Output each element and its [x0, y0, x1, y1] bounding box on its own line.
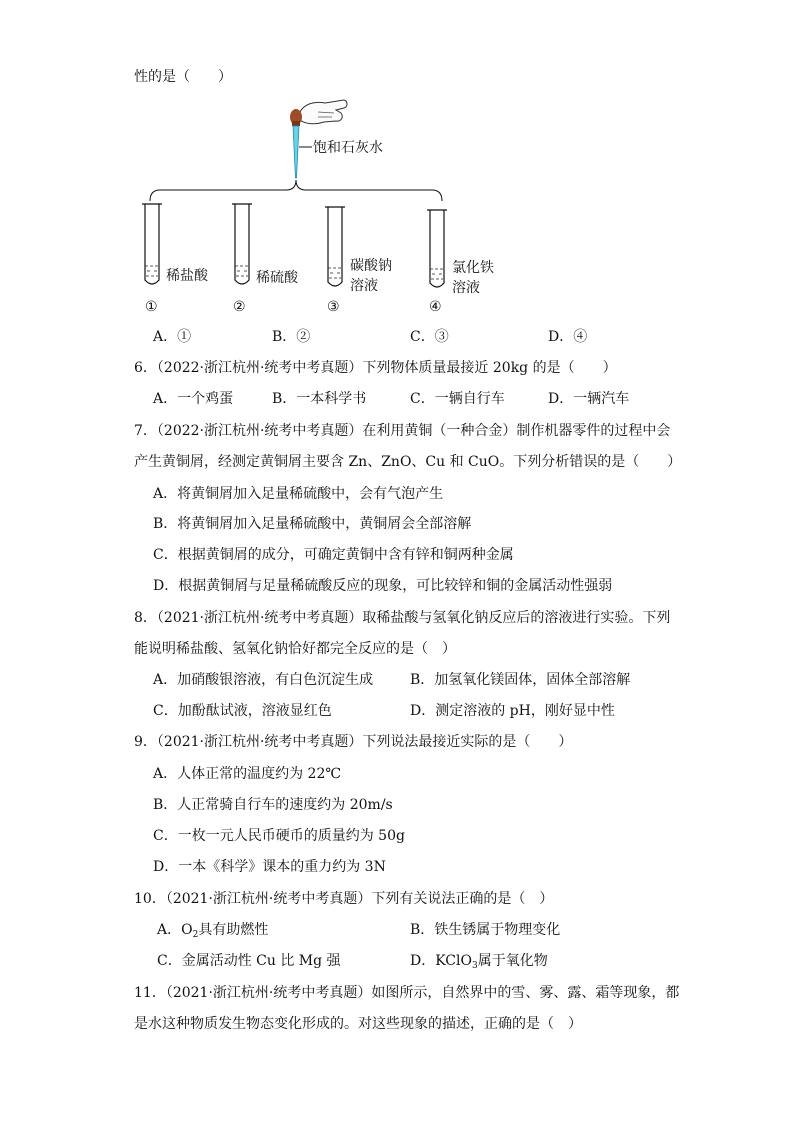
q6-stem: 6．（2022·浙江杭州·统考中考真题）下列物体质量最接近 20kg 的是（ ）: [134, 360, 617, 376]
brace: [150, 180, 442, 201]
test-tube-4: [427, 210, 447, 287]
tube-2-label: 稀硫酸: [256, 270, 298, 286]
q6-option-a: A．一个鸡蛋: [153, 391, 234, 407]
q11-stem-line-2: 是水这种物质发生物态变化形成的。对这些现象的描述，正确的是（ ）: [134, 1016, 582, 1032]
tube-4-label-line-1: 氯化铁: [452, 260, 494, 276]
q9-stem: 9．（2021·浙江杭州·统考中考真题）下列说法最接近实际的是（ ）: [134, 734, 573, 750]
q9-option-a: A．人体正常的温度约为 22℃: [153, 766, 342, 782]
q11-stem-line-1: 11．（2021·浙江杭州·统考中考真题）如图所示，自然界中的雪、雾、露、霜等现象，都: [134, 985, 680, 1001]
tube-2-number: ②: [233, 299, 246, 315]
q10-option-b: B．铁生锈属于物理变化: [410, 922, 561, 938]
q6-option-b: B．一本科学书: [272, 391, 367, 407]
q7-stem-line-2: 产生黄铜屑，经测定黄铜屑主要含 Zn、ZnO、Cu 和 CuO。下列分析错误的是（ ）: [134, 454, 682, 470]
test-tube-1: [142, 204, 162, 284]
tube-4-label-line-2: 溶液: [452, 280, 480, 296]
q7-option-a: A．将黄铜屑加入足量稀硫酸中，会有气泡产生: [153, 486, 444, 502]
hand-icon: [300, 100, 347, 124]
tube-3-label-line-1: 碳酸钠: [350, 258, 392, 274]
q7-stem-line-1: 7．（2022·浙江杭州·统考中考真题）在利用黄铜（一种合金）制作机器零件的过程中会: [134, 423, 671, 439]
test-tube-3: [325, 207, 345, 286]
dropper-label: 饱和石灰水: [313, 140, 383, 156]
q8-option-d: D．测定溶液的 pH，刚好显中性: [410, 703, 615, 719]
tube-1-label: 稀盐酸: [166, 268, 208, 284]
q9-option-c: C．一枚一元人民币硬币的质量约为 50g: [153, 828, 405, 844]
tube-4-number: ④: [429, 299, 442, 315]
q5-option-a: A．①: [153, 329, 192, 345]
q7-option-b: B．将黄铜屑加入足量稀硫酸中，黄铜屑会全部溶解: [153, 516, 472, 532]
tube-3-number: ③: [327, 299, 340, 315]
q9-option-b: B．人正常骑自行车的速度约为 20m/s: [153, 797, 393, 813]
q7-option-d: D．根据黄铜屑与足量稀硫酸反应的现象，可比较锌和铜的金属活动性强弱: [153, 578, 613, 594]
q6-option-c: C．一辆自行车: [410, 391, 505, 407]
dropper-icon: [290, 109, 302, 178]
q5-option-b: B．②: [272, 329, 311, 345]
q8-option-c: C．加酚酞试液，溶液显红色: [153, 703, 332, 719]
q10-stem: 10．（2021·浙江杭州·统考中考真题）下列有关说法正确的是（ ）: [134, 891, 554, 907]
q10-option-d: D．KClO$_3$属于氧化物: [410, 953, 548, 971]
tube-3-label-line-2: 溶液: [350, 278, 378, 294]
q5-option-d: D．④: [548, 329, 588, 345]
q10-option-a: A．$O_2$具有助燃性: [157, 922, 269, 940]
q7-option-c: C．根据黄铜屑的成分，可确定黄铜中含有锌和铜两种金属: [153, 547, 514, 563]
q8-option-a: A．加硝酸银溶液，有白色沉淀生成: [153, 672, 374, 688]
q9-option-d: D．一本《科学》课本的重力约为 3N: [153, 859, 386, 875]
experiment-figure: [0, 0, 794, 330]
tube-1-number: ①: [145, 299, 158, 315]
intro-text: 性的是（ ）: [134, 69, 232, 85]
q5-option-c: C．③: [410, 329, 449, 345]
q10-option-c: C．金属活动性 Cu 比 Mg 强: [157, 953, 341, 969]
q8-stem-line-1: 8．（2021·浙江杭州·统考中考真题）取稀盐酸与氢氧化钠反应后的溶液进行实验。下列: [134, 610, 671, 626]
q8-option-b: B．加氢氧化镁固体，固体全部溶解: [410, 672, 631, 688]
q6-option-d: D．一辆汽车: [548, 391, 630, 407]
test-tube-2: [232, 204, 252, 284]
q8-stem-line-2: 能说明稀盐酸、氢氧化钠恰好都完全反应的是（ ）: [134, 641, 456, 657]
